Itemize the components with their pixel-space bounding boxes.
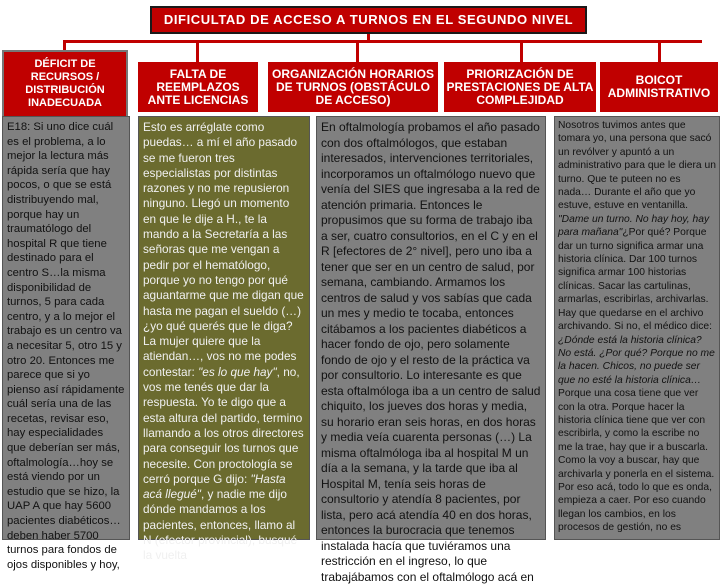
quote-text: En oftalmología probamos el año pasado con dos oftalmólogos, que estaban interesados, intervenciones territoriales, incorporamos un oftalmólogo nuevo que venía del SIES que ingresaba a la red de atención primaria. Entonces le propusimos que su forma de trabajo iba a ser, cuatro consultorios, en el C y en el R [efectores de 2° nivel], pero uno iba a tener que ser en un centro de salud, por semana, cambiando. Armamos los centros de salud y vos sabías que cada un mes y medio te tocaba, entonces citábamos a los pacientes diabéticos a hacer fondo de ojo, pero solamente fondo de ojo y el resto de la práctica va por consultorio. Lo interesante es que esta oftalmóloga iba a un centro de salud chiquito, los jueves dos horas y media, su horario eran seis horas, en dos horas y media veía cuarenta personas (…) La misma oftalmóloga iba al hospital M un día a la semana, y la tarde que iba al Hospital M, tenía seis horas de consultorio y atendía 8 pacientes, por lista, pero acá atendía 40 en dos horas, entonces la burocracia que tenemos instalada hacía que tuviéramos una restricción en el ingreso, lo que trabajábamos con el oftalmólogo acá en [321,120,541,584]
connector-col3 [356,40,359,62]
header-priorizacion: PRIORIZACIÓN DE PRESTACIONES DE ALTA COMPLEJIDAD [444,62,596,112]
deficit-box: DÉFICIT DE RECURSOS / DISTRIBUCIÓN INADECUADA [2,50,128,118]
connector-col5 [658,40,661,62]
header-boicot: BOICOT ADMINISTRATIVO [600,62,718,112]
header-organizacion-horarios: ORGANIZACIÓN HORARIOS DE TURNOS (OBSTÁCULO DE ACCESO) [268,62,438,112]
quote-column-deficit [2,116,130,571]
quote-text: E18: Si uno dice cuál es el problema, a lo mejor la lectura más rápida sería que hay pocos, o que se está distribuyendo mal, porque hay un traumatólogo del hospital R que tiene destinado para el centro S…la misma disponibilidad de turnos, 5 para cada centro, y a lo mejor el trabajo es un centro va a necesitar 5, otro 15 y otro 20. Entonces me parece que si yo pienso así rápidamente cuál sería una de las recetas, revisar eso, hay especialidades que deberían ser más, oftalmología…hoy se está viendo por un estudio que se hizo, la UAP A que hay 5600 pacientes diabéticos… deben haber 5700 turnos para fondos de ojos disponibles y hoy, [7,121,125,571]
quote-text: Esto es arréglate como puedas… a mí el año pasado se me fueron tres especialistas por distintas razones y no me repusieron ninguno. Llegó un momento en que le dije a H., te la mando a la Secretaría a las señoras que me vengan a pedir por el hematólogo, porque yo no tengo por qué aguantarme que me digan que hasta me pagan el sueldo (…) ¿yo qué querés que le diga? La mujer quiere que la atiendan…, vos no me podes contestar: "es lo que hay", no, vos me tenés que dar la respuesta. Yo te digo que a esta altura del partido, termino llamando a los otros directores para conseguir los turnos que necesite. Con proctología se cerró porque G dijo: "Hasta acá llegué", y nadie me dijo dónde mandamos a los pacientes, entonces, llamo al N (efector provincial), busqué la vuelta [143,120,304,563]
connector-col4 [520,40,523,62]
connector-title-drop [367,34,370,41]
quote-column-falta-reemplazos [138,116,310,563]
connector-col1 [63,40,66,50]
diagram-title: DIFICULTAD DE ACCESO A TURNOS EN EL SEGUNDO NIVEL [150,6,587,34]
connector-top [64,40,702,43]
quote-column-boicot [554,116,720,540]
header-falta-reemplazos: FALTA DE REEMPLAZOS ANTE LICENCIAS [138,62,258,112]
quote-column-organizacion [316,116,546,584]
quote-text: Nosotros tuvimos antes que tomara yo, una persona que sacó un revólver y apuntó a un administrativo para que le diera un turno. Que te puteen no es nada… Durante el año que yo estuve, estuve en ventanilla. "Dame un turno. No hay hoy, hay para mañana"¿Por qué? Porque dar un turno significa armar una historia clínica. Dar 100 turnos significa armar 100 historias clínicas. Sacar las cartulinas, armarlas, escribirlas, archivarlas. Hay que quedarse en el archivo archivando. Si no, el médico dice: ¿Dónde está la historia clínica? No está. ¿Por qué? Porque no me la hacen. Chicos, no puede ser que no esté la historia clínica…Porque una cosa tiene que ver con la otra. Porque hacer la historia clínica tiene que ver con escribirla, y como la escribe no me la trae, hay que ir a buscarla. Como la voy a buscar, hay que archivarla y ponerla en el sistema. Por eso acá, todo lo que es onda, empieza a caer. Por eso cuando llegan los cambios, en los procesos de gestión, no es [558,120,716,534]
connector-col2 [196,40,199,62]
